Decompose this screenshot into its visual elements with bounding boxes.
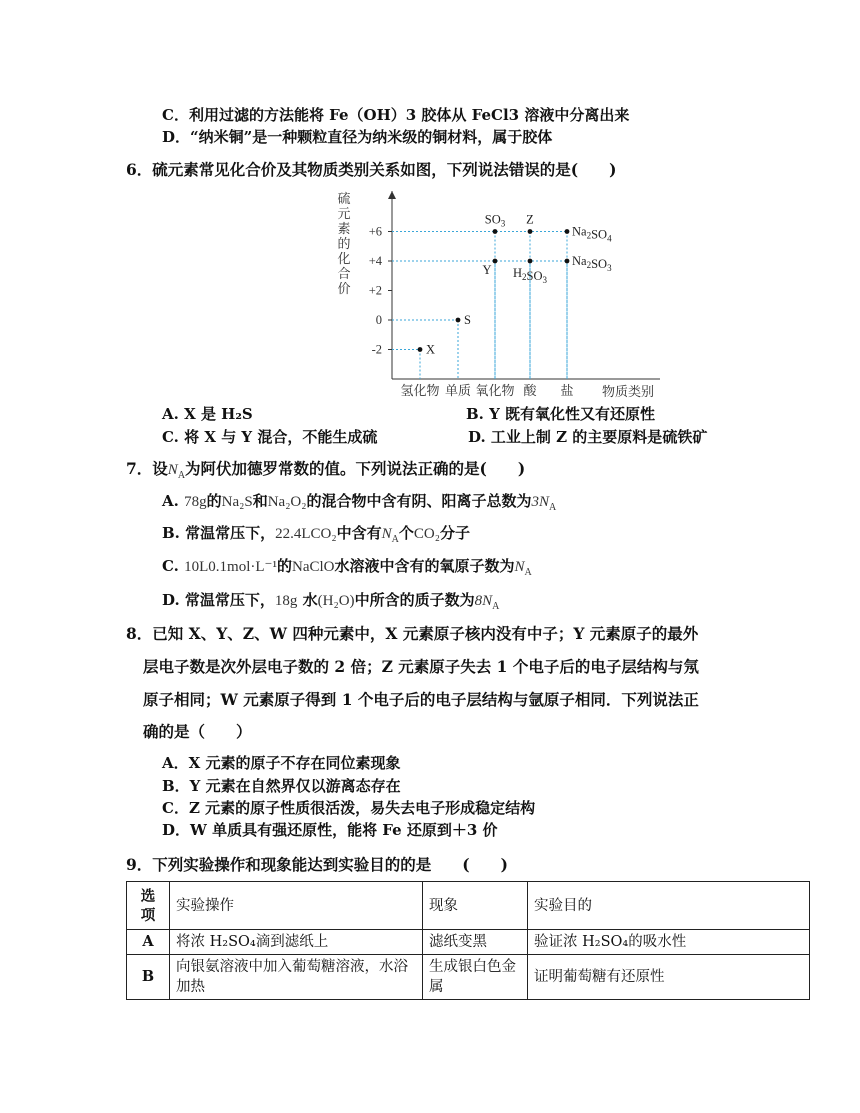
point-so3 [493, 229, 498, 234]
y-tick-label: +6 [368, 224, 382, 239]
row-a-purpose: 验证浓 H₂SO₄的吸水性 [528, 930, 810, 955]
q7a-label: A. [162, 492, 179, 510]
q8-option-b: B．Y 元素在自然界仅以游离态存在 [162, 777, 401, 795]
point-label-s: S [464, 313, 471, 327]
q8-line-4: 确的是（ ） [143, 722, 252, 741]
chart-y-axis-label [337, 191, 350, 296]
q7a-mass: 78g [184, 494, 207, 510]
table-row [127, 955, 810, 1000]
x-category-label: 氢化物 [400, 383, 440, 398]
point-label-na2so4: $Na_2SO_4$ [572, 224, 612, 244]
chart-guides [392, 232, 567, 380]
q7b-na-sub: A [391, 534, 399, 545]
point-label-y: Y [482, 263, 492, 277]
q8-line-3: 原子相同；W 元素原子得到 1 个电子后的电子层结构与氩原子相同．下列说法正 [143, 690, 699, 709]
row-a-operation: 将浓 H₂SO₄滴到滤纸上 [170, 930, 423, 955]
y-tick-label: -2 [371, 342, 382, 357]
q7d-protons: 8N [474, 593, 493, 609]
q8-option-a: A．X 元素的原子不存在同位素现象 [162, 754, 401, 772]
q7a-na2s: Na₂S [221, 494, 253, 510]
point-label-so3: $SO_3$ [484, 212, 506, 229]
row-b-option: B [127, 955, 170, 1000]
q7b-co2: CO₂ [413, 526, 440, 542]
q7c-na: N [514, 559, 525, 575]
point-z [528, 229, 533, 234]
q9-stem: 9．下列实验操作和现象能达到实验目的的是 ( ) [126, 855, 508, 874]
row-a-option: A [127, 930, 170, 955]
q8-option-d: D．W 单质具有强还原性，能将 Fe 还原到＋3 价 [162, 821, 498, 839]
y-tick-label: +2 [368, 283, 382, 298]
header-operation: 实验操作 [170, 882, 423, 930]
table-header-row [127, 882, 810, 930]
q6-stem: 6．硫元素常见化合价及其物质类别关系如图，下列说法错误的是( ) [126, 160, 617, 179]
q5-option-d: D．“纳米铜”是一种颗粒直径为纳米级的铜材料，属于胶体 [162, 128, 553, 146]
header-purpose: 实验目的 [528, 882, 810, 930]
point-na2so4 [565, 229, 570, 234]
row-b-phenomenon: 生成银白色金属 [423, 955, 528, 1000]
sulfur-valence-chart [330, 183, 690, 403]
header-option: 选 项 [127, 882, 170, 930]
chart-points [418, 213, 612, 357]
q7a-t3: 的混合物中含有阴、阳离子总数为 [306, 492, 532, 510]
q7-na-symbol: N [167, 462, 178, 478]
table-row [127, 930, 810, 955]
y-label-char: 价 [337, 281, 351, 296]
point-label-h2so3: $H_2SO_3$ [512, 266, 548, 285]
point-h2so3 [528, 259, 533, 264]
q7c-t2: 水溶液中含有的氧原子数为 [334, 557, 515, 575]
q8-line-2: 层电子数是次外层电子数的 2 倍；Z 元素原子失去 1 个电子后的电子层结构与氖 [143, 657, 699, 676]
q7b-t2: 个 [398, 524, 414, 542]
q6-option-a: A. X 是 H₂S [162, 405, 253, 423]
q7a-na2o2: Na₂O₂ [267, 494, 307, 510]
point-y [493, 259, 498, 264]
q8-line-1: 8．已知 X、Y、Z、W 四种元素中，X 元素原子核内没有中子；Y 元素原子的最外 [126, 624, 699, 643]
q7b-label: B. 常温常压下， [162, 524, 276, 542]
q7-option-b [162, 522, 470, 545]
chart-y-ticks [369, 225, 392, 357]
q7d-mass: 18g [274, 593, 298, 609]
y-axis-arrow [388, 191, 396, 199]
q7c-label: C. [162, 557, 179, 575]
q7a-t2: 和 [252, 492, 268, 510]
y-label-char: 的 [337, 236, 351, 251]
q7c-t1: 的 [276, 557, 292, 575]
q7-option-a [162, 490, 556, 513]
point-x [418, 347, 423, 352]
q7a-count: 3N [531, 494, 550, 510]
q7-stem-pre: 7．设 [126, 459, 168, 478]
y-label-char: 元 [337, 206, 351, 221]
q7-na-sub: A [177, 470, 186, 481]
q8-option-c: C．Z 元素的原子性质很活泼，易失去电子形成稳定结构 [162, 799, 536, 817]
point-label-z: Z [526, 212, 534, 227]
q7c-naclo: NaClO [291, 559, 335, 575]
x-category-label: 酸 [523, 383, 537, 398]
point-label-na2so3: $Na_2SO_3$ [572, 254, 612, 273]
q7c-conc: 10L0.1mol·L⁻¹ [184, 559, 277, 575]
x-category-label: 氧化物 [475, 383, 515, 398]
q7a-t1: 的 [206, 492, 222, 510]
q6-option-c: C. 将 X 与 Y 混合，不能生成硫 [162, 428, 378, 446]
q7b-t1: 中含有 [336, 524, 382, 542]
header-phenomenon: 现象 [423, 882, 528, 930]
x-category-label: 单质 [444, 383, 472, 398]
q7d-label: D. 常温常压下， [162, 591, 275, 609]
point-na2so3 [565, 259, 570, 264]
point-s [456, 318, 461, 323]
q7-stem [126, 457, 525, 481]
row-b-operation: 向银氨溶液中加入葡萄糖溶液，水浴加热 [170, 955, 423, 1000]
q6-option-b: B. Y 既有氧化性又有还原性 [466, 405, 656, 423]
q9-table [126, 881, 810, 1000]
q7b-volume: 22.4LCO₂ [275, 526, 337, 542]
q5-option-c: C．利用过滤的方法能将 Fe（OH）3 胶体从 FeCl3 溶液中分离出来 [162, 106, 630, 124]
q7-option-c [162, 555, 532, 578]
row-b-purpose: 证明葡萄糖有还原性 [528, 955, 810, 1000]
chart-x-categories [400, 383, 573, 398]
q7-stem-post: 为阿伏加德罗常数的值。下列说法正确的是( ) [185, 459, 526, 478]
q7c-na-sub: A [524, 567, 532, 578]
q7b-na: N [381, 526, 392, 542]
y-label-char: 化 [337, 251, 351, 266]
x-category-label: 盐 [560, 383, 574, 398]
q7d-t2: 中所含的质子数为 [354, 591, 475, 609]
y-label-char: 合 [337, 266, 351, 281]
q6-option-d: D. 工业上制 Z 的主要原料是硫铁矿 [468, 428, 708, 446]
row-a-phenomenon: 滤纸变黑 [423, 930, 528, 955]
y-label-char: 素 [337, 221, 351, 236]
q7a-count-sub: A [549, 502, 557, 513]
point-label-x: X [426, 342, 436, 357]
q7d-t1: 水 [302, 591, 318, 609]
y-tick-label: 0 [375, 313, 382, 327]
q7-option-d [162, 589, 499, 612]
chart-x-axis-label: 物质类别 [601, 384, 655, 399]
q7b-t3: 分子 [439, 524, 470, 542]
q7d-protons-sub: A [492, 601, 500, 612]
q7d-h2o: (H₂O) [317, 593, 355, 609]
y-label-char: 硫 [337, 191, 351, 206]
y-tick-label: +4 [368, 254, 382, 268]
